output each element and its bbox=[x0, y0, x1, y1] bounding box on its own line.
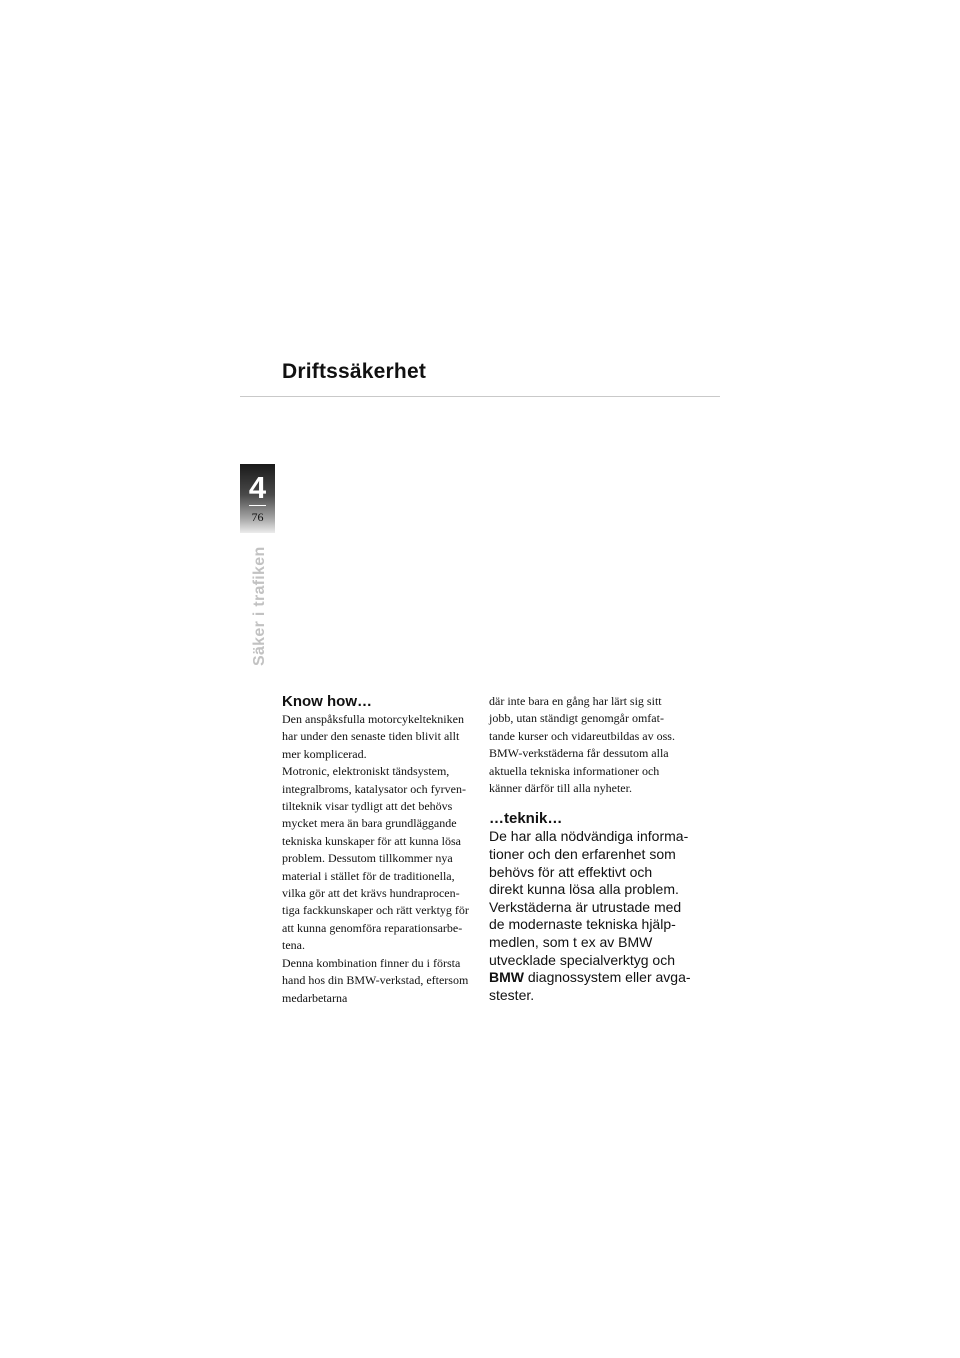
text-line: BMW-verkstäderna får dessutom alla bbox=[489, 746, 669, 761]
text-line: de modernaste tekniska hjälp- bbox=[489, 916, 676, 933]
text-line: jobb, utan ständigt genomgår omfat- bbox=[489, 711, 664, 726]
chapter-number: 4 bbox=[248, 470, 267, 505]
text-fragment: diagnossystem eller avga- bbox=[524, 969, 691, 986]
left-column bbox=[282, 693, 478, 1007]
page-title: Driftssäkerhet bbox=[282, 360, 427, 383]
teknik-heading: …teknik… bbox=[489, 810, 563, 828]
text-line: att kunna genomföra reparationsarbe- bbox=[282, 920, 463, 935]
text-line: medlen, som t ex av BMW bbox=[489, 934, 653, 950]
text-line: stester. bbox=[489, 986, 535, 1003]
know-how-heading: Know how… bbox=[282, 693, 372, 710]
text-line: medarbetarna bbox=[282, 990, 348, 1005]
text-line: tena. bbox=[282, 938, 305, 953]
right-column bbox=[489, 693, 694, 1004]
section-side-label: Säker i trafiken bbox=[251, 546, 268, 666]
chapter-tab bbox=[240, 464, 275, 533]
page-number: 76 bbox=[251, 510, 264, 524]
text-line: behövs för att effektivt och bbox=[489, 863, 653, 880]
title-divider bbox=[240, 396, 720, 397]
bmw-brand-text: BMW bbox=[489, 969, 524, 986]
text-line: Motronic, elektroniskt tändsystem, bbox=[282, 764, 450, 779]
chapter-divider bbox=[249, 505, 266, 506]
text-line: problem. Dessutom tillkommer nya bbox=[282, 851, 453, 866]
text-line: Verkstäderna är utrustade med bbox=[489, 898, 682, 915]
text-line: tilteknik visar tydligt att det behövs bbox=[282, 799, 453, 814]
text-line: material i stället för de traditionella, bbox=[282, 868, 455, 883]
text-line: tioner och den erfarenhet som bbox=[489, 846, 676, 863]
text-line: tiga fackkunskaper och rätt verktyg för bbox=[282, 903, 469, 918]
text-line: hand hos din BMW-verkstad, eftersom bbox=[282, 973, 469, 988]
text-line: där inte bara en gång har lärt sig sitt bbox=[489, 694, 662, 708]
text-line: mer komplicerad. bbox=[282, 746, 367, 761]
text-line: tekniska kunskaper för att kunna lösa bbox=[282, 833, 461, 848]
paragraph-gap bbox=[489, 797, 694, 810]
text-line: Den anspåksfulla motorcykeltekniken bbox=[282, 712, 464, 726]
text-line: utvecklade specialverktyg och bbox=[489, 951, 675, 968]
text-line: känner därför till alla nyheter. bbox=[489, 781, 632, 796]
text-line bbox=[489, 969, 694, 987]
text-line: direkt kunna lösa alla problem. bbox=[489, 881, 679, 898]
text-line: vilka gör att det krävs hundraprocen- bbox=[282, 886, 460, 901]
text-line: Denna kombination finner du i första bbox=[282, 955, 461, 970]
text-line: integralbroms, katalysator och fyrven- bbox=[282, 781, 466, 796]
text-line: De har alla nödvändiga informa- bbox=[489, 828, 689, 845]
text-line: tande kurser och vidareutbildas av oss. bbox=[489, 728, 675, 743]
text-line: har under den senaste tiden blivit allt bbox=[282, 729, 460, 744]
text-line: mycket mera än bara grundläggande bbox=[282, 816, 457, 831]
text-line: aktuella tekniska informationer och bbox=[489, 763, 660, 778]
